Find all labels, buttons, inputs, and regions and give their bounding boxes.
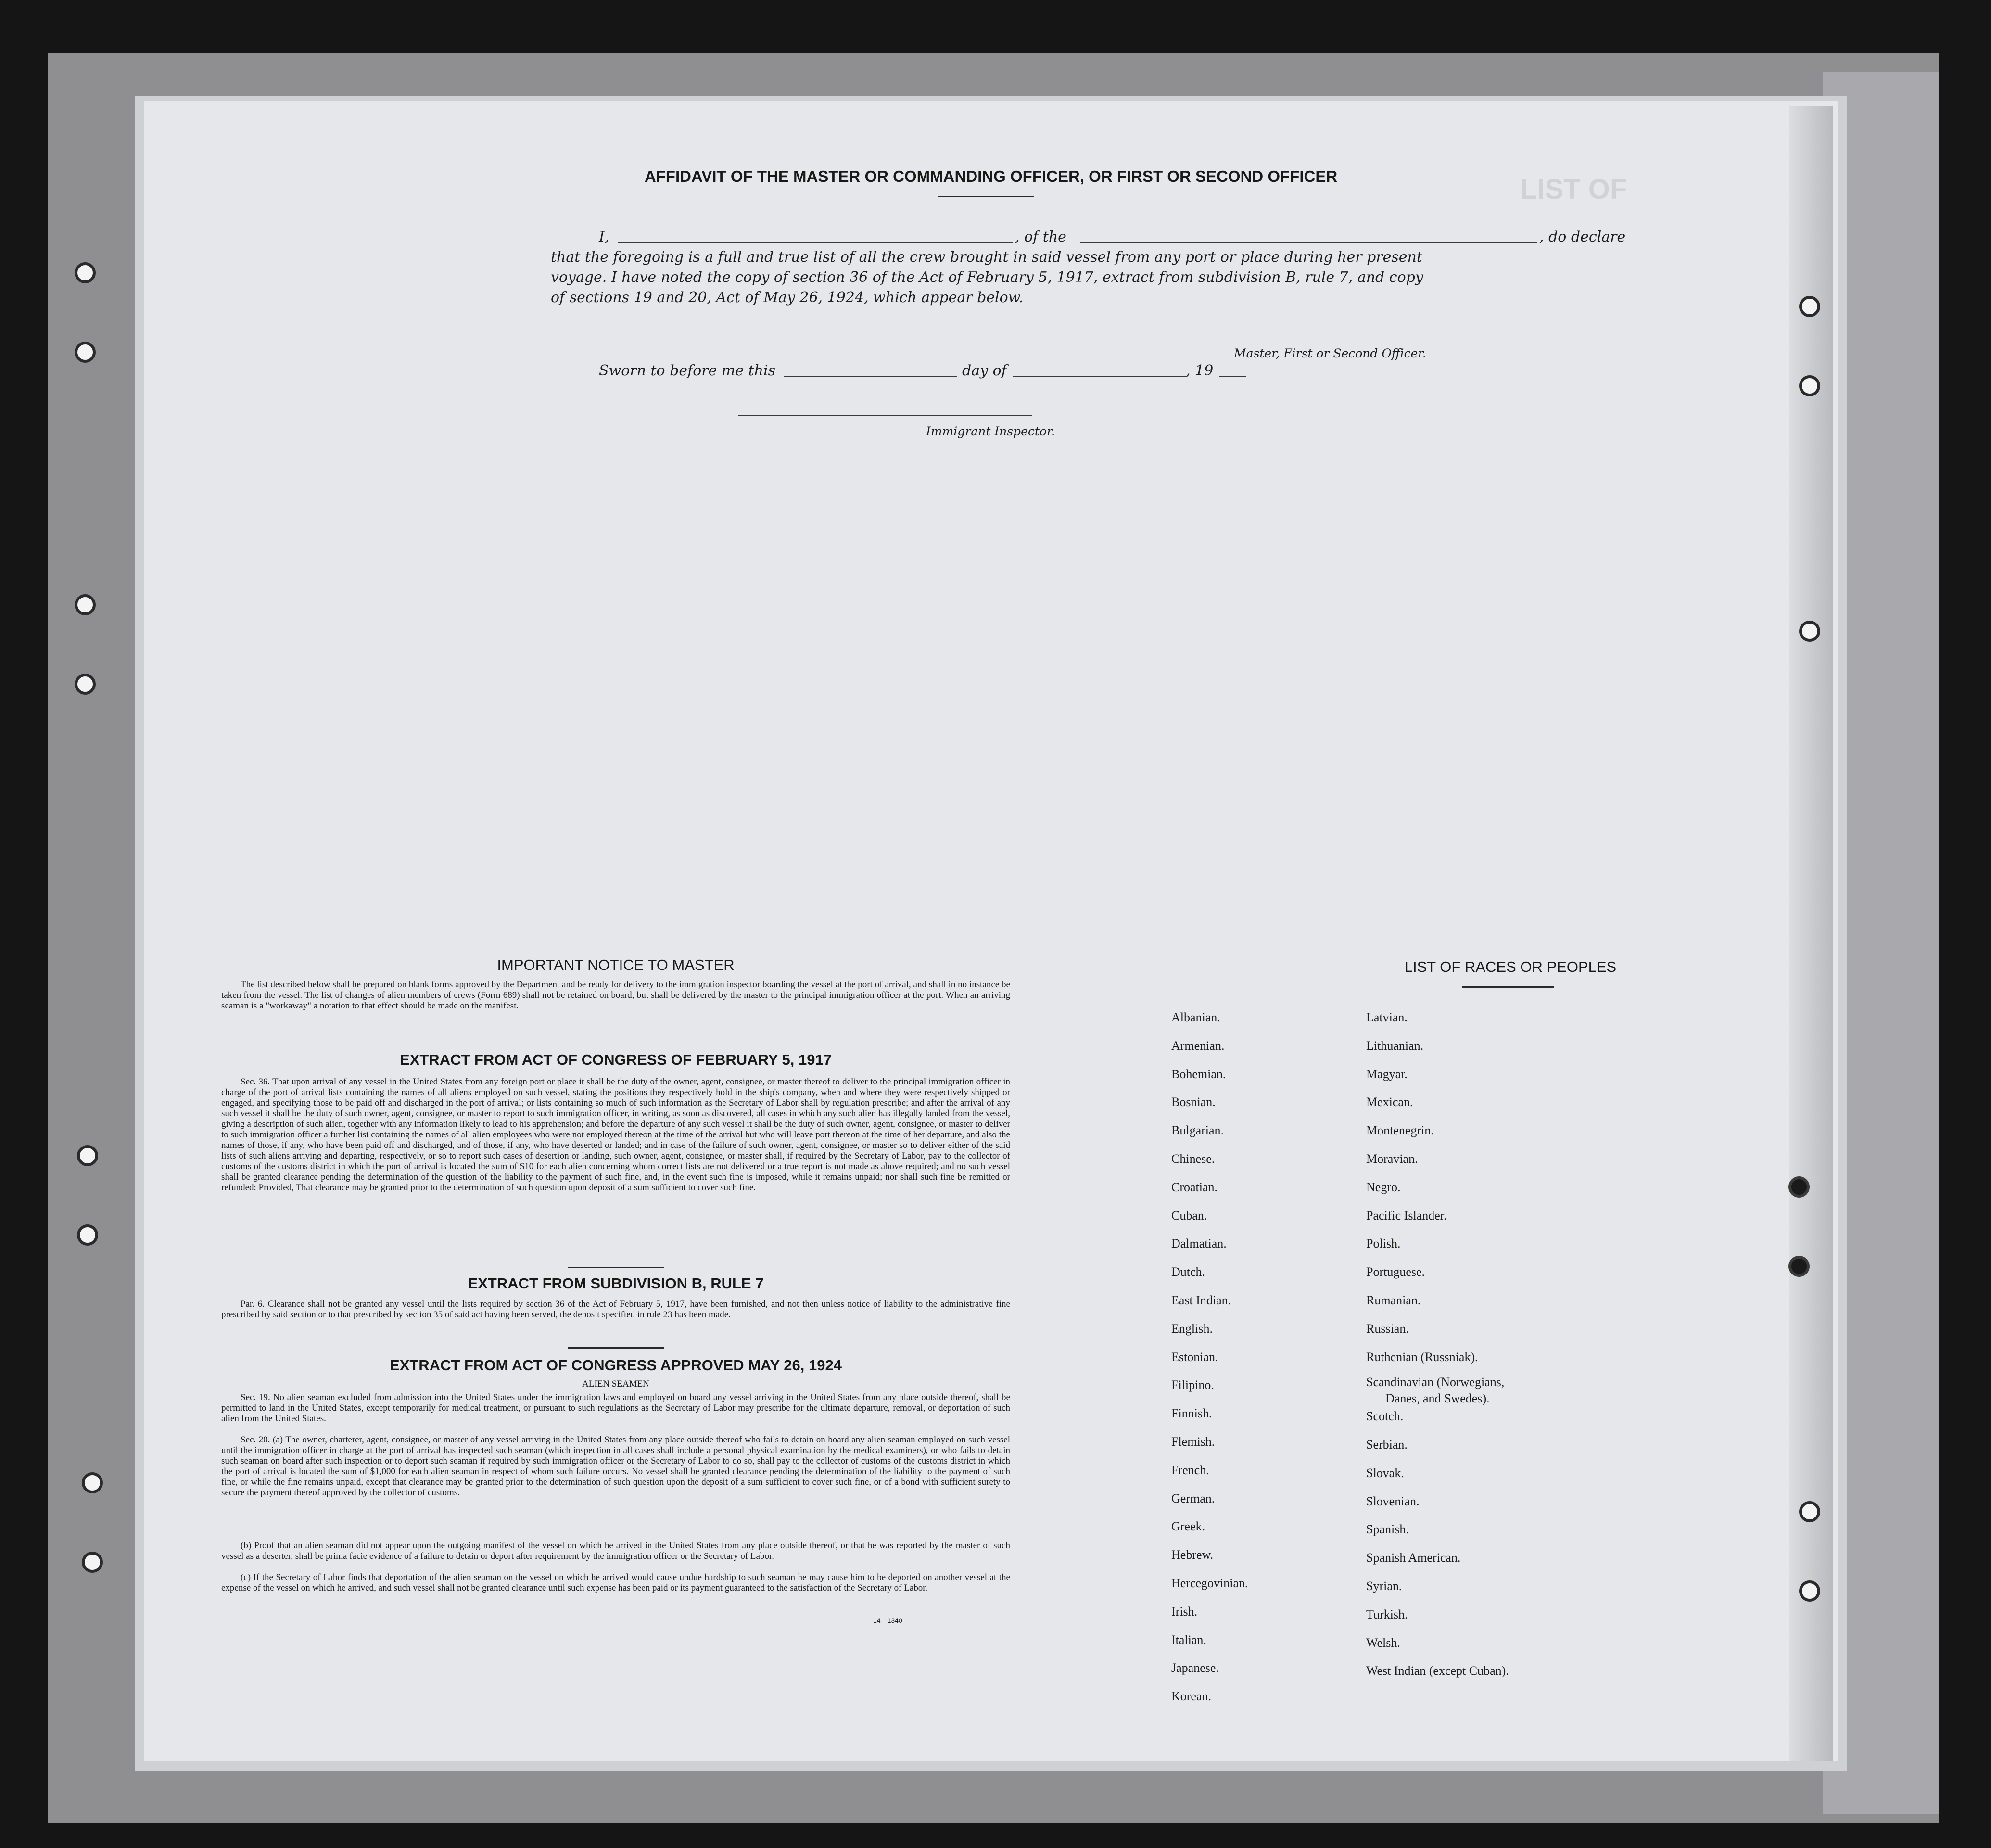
race-item: Italian. — [1171, 1632, 1206, 1647]
binder-hole-icon — [77, 1145, 98, 1166]
binder-hole-icon — [77, 1224, 98, 1246]
extract-rule7-text: Par. 6. Clearance shall not be granted any vessel until the lists required by section 36 of the Act of February 5, 1917, have been furnished, and not then unless notice of liability to the administrative fine prescribed by said section or to that prescribed by section 35 of said act having been served, the deposit specified in rule 23 has been made. — [221, 1299, 1010, 1320]
race-item: German. — [1171, 1491, 1215, 1505]
race-item: Slovak. — [1366, 1466, 1404, 1480]
affidavit-i-label: I, — [599, 229, 609, 245]
form-number: 14—1340 — [873, 1617, 902, 1624]
races-title: LIST OF RACES OR PEOPLES — [1404, 958, 1617, 975]
form-page — [144, 101, 1838, 1761]
binder-hole-icon — [75, 594, 96, 615]
race-item: East Indian. — [1171, 1293, 1231, 1307]
race-item: Korean. — [1171, 1689, 1212, 1704]
binder-hole-icon — [1799, 296, 1820, 317]
race-item: Welsh. — [1366, 1635, 1400, 1650]
race-item: West Indian (except Cuban). — [1366, 1664, 1509, 1678]
binder-hole-icon — [1788, 1176, 1810, 1198]
vessel-name-blank — [1080, 242, 1537, 243]
affidavit-line-4: of sections 19 and 20, Act of May 26, 1924, which appear below. — [551, 289, 1024, 306]
race-item: Danes, and Swedes). — [1385, 1391, 1490, 1406]
extract-rule7-title: EXTRACT FROM SUBDIVISION B, RULE 7 — [468, 1275, 764, 1292]
binder-hole-icon — [1788, 1256, 1810, 1277]
races-divider — [1462, 986, 1554, 988]
race-item: Mexican. — [1366, 1095, 1413, 1109]
race-item: Flemish. — [1171, 1435, 1215, 1449]
binder-hole-icon — [1799, 1501, 1820, 1522]
inspector-label: Immigrant Inspector. — [926, 424, 1055, 438]
race-item: Hercegovinian. — [1171, 1576, 1248, 1590]
race-item: Spanish American. — [1366, 1551, 1461, 1565]
extract-1924-sec20b: (b) Proof that an alien seaman did not appear upon the outgoing manifest of the vessel on which he arrived in the United States from any place outside thereof, or that he was reported by the master of such vessel as a deserter, shall be prima facie evidence of a failure to detain or deport after requirement by the immigration officer or the Secretary of Labor. — [221, 1541, 1010, 1561]
race-item: Bosnian. — [1171, 1095, 1216, 1109]
race-item: Latvian. — [1366, 1010, 1408, 1024]
title-divider — [938, 196, 1034, 197]
race-item: Polish. — [1366, 1236, 1401, 1251]
race-item: Portuguese. — [1366, 1265, 1425, 1279]
officer-name-blank — [618, 242, 1013, 243]
extract-1924-sec20c: (c) If the Secretary of Labor finds that deportation of the alien seaman on the vessel on which he arrived would cause undue hardship to such seaman he may cause him to be deported on another vessel at the expense of the vessel on which he arrived, and such vessel shall not be granted clearance until such expense has been paid or its payment guaranteed to the satisfaction of the Secretary of Labor. — [221, 1572, 1010, 1593]
race-item: Albanian. — [1171, 1010, 1220, 1024]
race-item: Scandinavian (Norwegians, — [1366, 1375, 1505, 1389]
affidavit-of-the: , of the — [1015, 229, 1066, 245]
affidavit-line-2: that the foregoing is a full and true list of all the crew brought in said vessel from any port or place during her present — [551, 249, 1422, 266]
extract-1917-text: Sec. 36. That upon arrival of any vessel in the United States from any foreign port or place it shall be the duty of the owner, agent, consignee, or master thereof to deliver to the principal immigration officer in charge of the port of arrival lists containing the names of all aliens employed on such vessel, stating the positions they respectively hold in the ship's company, when and where they were respectively shipped or engaged, and specifying those to be paid off and discharged in the port of arrival; or lists containing so much of such information as the Secretary of Labor shall by regulation prescribe; and after the arrival of any such vessel it shall be the duty of such owner, agent, consignee, or master to report to such immigration officer, in writing, as soon as discovered, all cases in which any such alien has illegally landed from the vessel, giving a description of such alien, together with any information likely to lead to his apprehension; and before the departure of any such vessel it shall be the duty of such owner, agent, consignee, or master to deliver to such immigration officer a further list containing the names of all alien employees who were not employed thereon at the time of the arrival but who will leave port thereon at the time of her departure, and also the names of those, if any, who have been paid off and discharged, and of those, if any, who have deserted or landed; and in case of the failure of such owner, agent, consignee, or master so to deliver either of the said lists of such aliens arriving and departing, respectively, or so to report such cases of desertion or landing, such owner, agent, consignee, or master shall, if required by the Secretary of Labor, pay to the collector of customs of the customs district in which the port of arrival is located the sum of $10 for each alien concerning whom correct lists are not delivered or a true report is not made as above required; and no such vessel shall be granted clearance pending the determination of the question of the liability to the payment of such fine, and, in the event such fine is imposed, while it remains unpaid; nor shall such fine be remitted or refunded: Provided, That clearance may be granted prior to the determination of such question upon deposit of a sum sufficient to cover such fine. — [221, 1077, 1010, 1193]
extract-1917-title: EXTRACT FROM ACT OF CONGRESS OF FEBRUARY 5, 1917 — [400, 1051, 832, 1068]
binder-hole-icon — [1799, 621, 1820, 642]
affidavit-title: AFFIDAVIT OF THE MASTER OR COMMANDING OFFICER, OR FIRST OR SECOND OFFICER — [644, 167, 1338, 185]
race-item: Hebrew. — [1171, 1548, 1214, 1562]
sworn-day-blank — [784, 376, 957, 377]
race-item: Bulgarian. — [1171, 1123, 1224, 1138]
race-item: Filipino. — [1171, 1378, 1214, 1392]
notice-title: IMPORTANT NOTICE TO MASTER — [497, 956, 735, 973]
race-item: Croatian. — [1171, 1180, 1218, 1194]
race-item: Estonian. — [1171, 1350, 1218, 1364]
affidavit-do-declare: , do declare — [1539, 229, 1626, 245]
extract-divider — [568, 1347, 664, 1349]
extract-1924-sec20a: Sec. 20. (a) The owner, charterer, agent, consignee, or master of any vessel arriving in the United States from any place outside thereof who fails to detain on board any alien seaman employed on such vessel until the immigration officer in charge at the port of arrival has inspected such seaman (which inspection in all cases shall include a personal physical examination by the medical examiners), or who fails to detain such seaman on board after such inspection or to deport such seaman if required by such immigration officer or the Secretary of Labor to do so, shall pay to the collector of customs of the customs district in which the port of arrival is located the sum of $1,000 for each alien seaman in respect of whom such failure occurs. No vessel shall be granted clearance pending the determination of the liability to the payment of such fine, or while the fine remains unpaid, except that clearance may be granted prior to the determination of such question upon the deposit of a sum sufficient to cover such fine, or of a bond with sufficient surety to secure the payment thereof approved by the collector of customs. — [221, 1435, 1010, 1498]
race-item: Rumanian. — [1366, 1293, 1421, 1307]
race-item: Scotch. — [1366, 1409, 1404, 1424]
race-item: Syrian. — [1366, 1579, 1402, 1593]
race-item: Moravian. — [1366, 1152, 1418, 1166]
race-item: Dutch. — [1171, 1265, 1205, 1279]
extract-1924-title: EXTRACT FROM ACT OF CONGRESS APPROVED MAY 26, 1924 — [390, 1357, 842, 1374]
inspector-signature-blank — [738, 415, 1032, 416]
race-item: Irish. — [1171, 1604, 1198, 1619]
master-signature-label: Master, First or Second Officer. — [1234, 346, 1426, 360]
race-item: Serbian. — [1366, 1438, 1408, 1452]
notice-text: The list described below shall be prepared on blank forms approved by the Department and be ready for delivery to the immigration inspector boarding the vessel at the port of arrival, and shall in no instance be taken from the vessel. The list of changes of alien members of crews (Form 689) shall not be retained on board, but shall be delivered by the master to the principal immigration officer at the port. When an arriving seaman is a "workaway" a notation to that effect should be made on the manifest. — [221, 980, 1010, 1011]
race-item: Finnish. — [1171, 1406, 1212, 1421]
binder-hole-icon — [1799, 375, 1820, 396]
race-item: Russian. — [1366, 1321, 1409, 1336]
sworn-month-blank — [1013, 376, 1186, 377]
sworn-day-of: day of — [962, 362, 1007, 379]
binder-hole-icon — [75, 674, 96, 695]
race-item: Ruthenian (Russniak). — [1366, 1350, 1478, 1364]
race-item: English. — [1171, 1321, 1213, 1336]
race-item: Dalmatian. — [1171, 1236, 1227, 1251]
binder-hole-icon — [75, 342, 96, 363]
sworn-label: Sworn to before me this — [599, 362, 776, 379]
race-item: Bohemian. — [1171, 1067, 1226, 1081]
race-item: Japanese. — [1171, 1661, 1219, 1675]
extract-1924-subtitle: ALIEN SEAMEN — [582, 1379, 649, 1389]
race-item: Turkish. — [1366, 1607, 1408, 1621]
race-item: Chinese. — [1171, 1152, 1215, 1166]
race-item: Negro. — [1366, 1180, 1401, 1194]
extract-1924-sec19: Sec. 19. No alien seaman excluded from admission into the United States under the immigration laws and employed on board any vessel arriving in the United States from any place outside thereof, shall be permitted to land in the United States, except temporarily for medical treatment, or pursuant to such regulations as the Secretary of Labor may prescribe for the ultimate departure, removal, or deportation of such alien from the United States. — [221, 1392, 1010, 1424]
binder-hole-icon — [82, 1552, 103, 1573]
race-item: Greek. — [1171, 1519, 1205, 1534]
sworn-year-prefix: , 19 — [1186, 362, 1214, 379]
race-item: Lithuanian. — [1366, 1038, 1424, 1053]
race-item: Montenegrin. — [1366, 1123, 1434, 1138]
race-item: Spanish. — [1366, 1522, 1409, 1537]
affidavit-line-3: voyage. I have noted the copy of section 36 of the Act of February 5, 1917, extract from subdivision B, rule 7, and copy — [551, 269, 1423, 286]
binder-hole-icon — [1799, 1580, 1820, 1602]
race-item: Cuban. — [1171, 1208, 1207, 1223]
race-item: French. — [1171, 1463, 1209, 1477]
race-item: Magyar. — [1366, 1067, 1408, 1081]
extract-divider — [568, 1267, 664, 1268]
race-item: Slovenian. — [1366, 1494, 1420, 1508]
binder-hole-icon — [75, 262, 96, 283]
binder-hole-icon — [82, 1472, 103, 1493]
sworn-year-blank — [1219, 376, 1246, 377]
race-item: Pacific Islander. — [1366, 1208, 1447, 1223]
race-item: Armenian. — [1171, 1038, 1225, 1053]
bleed-through-mark: LIST OF — [1520, 174, 1627, 205]
